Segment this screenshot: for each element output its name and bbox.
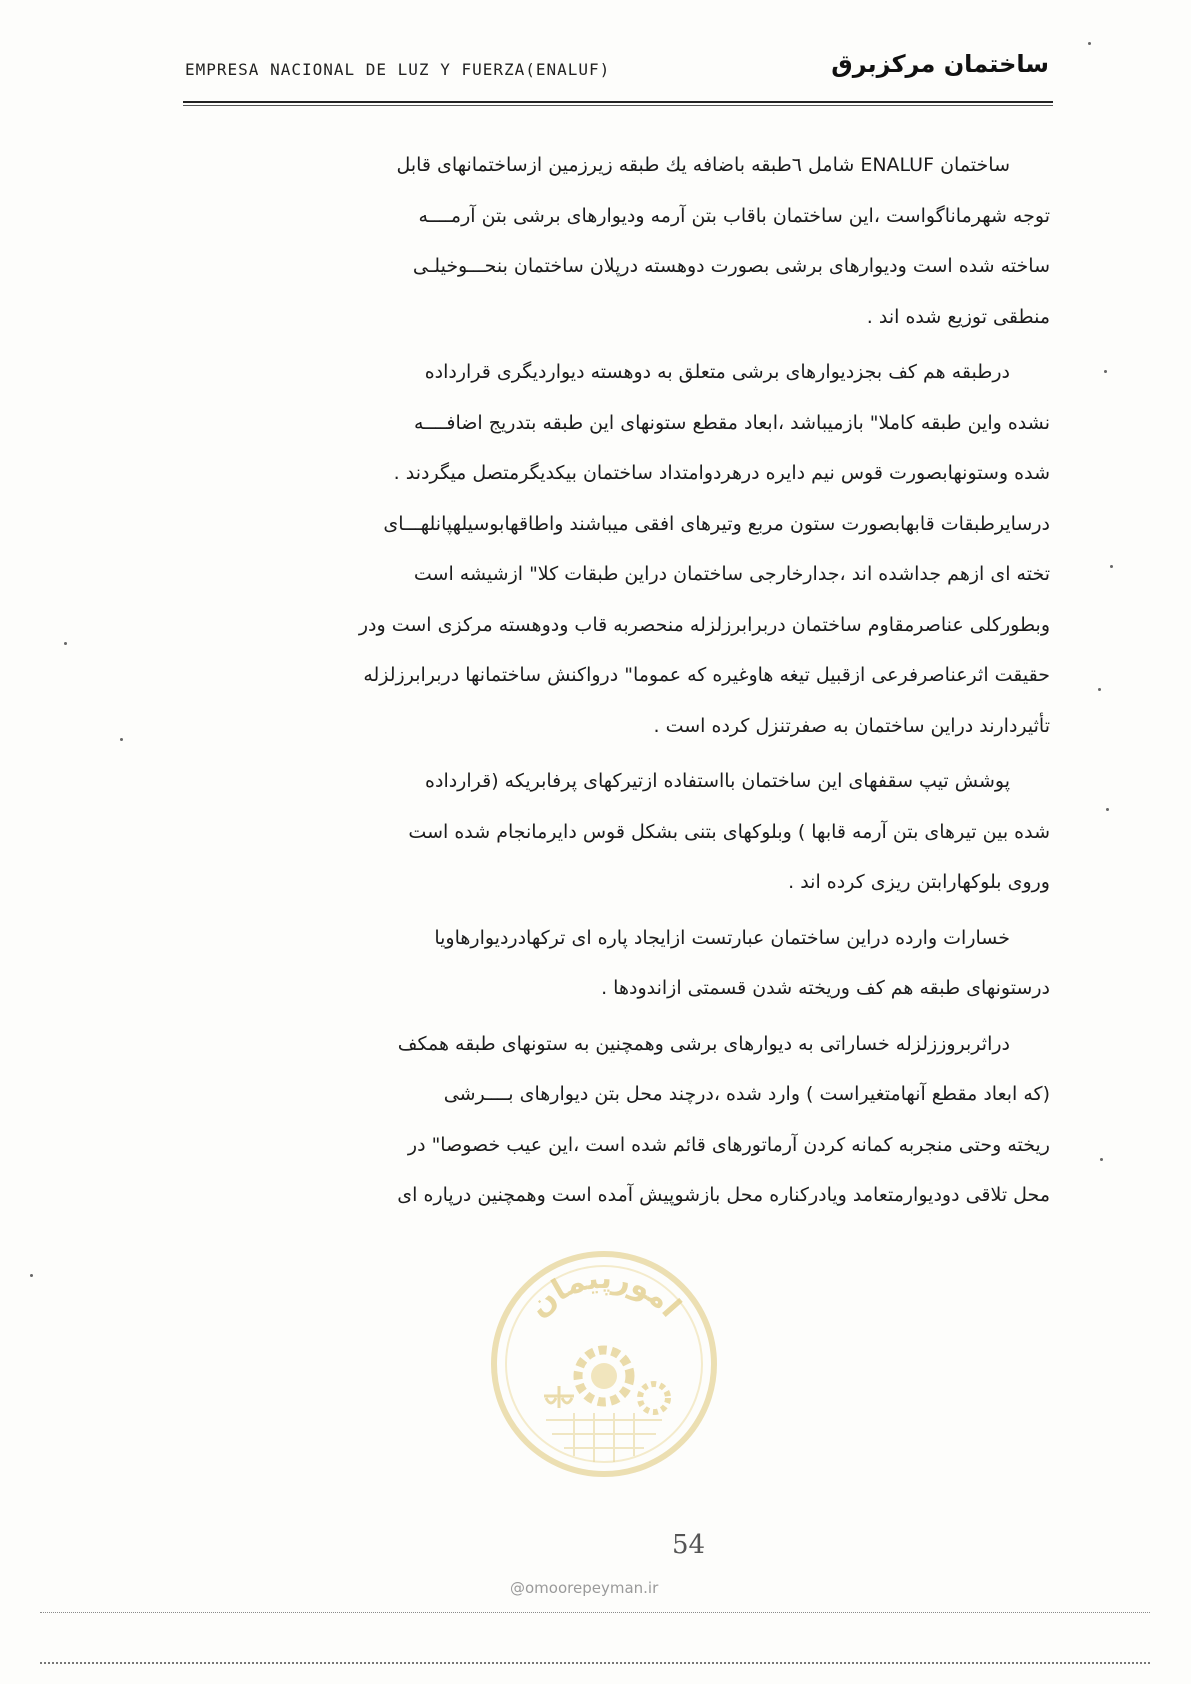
svg-text:امورپیمان: امورپیمان [521, 1260, 688, 1325]
text-line: حقیقت اثرعناصرفرعی ازقبیل تیغه هاوغیره که عموما" درواکنش ساختمانها دربرابرزلزله [363, 664, 1050, 686]
body-text [190, 140, 1050, 1226]
text-line: ساخته شده است ودیوارهای برشی بصورت دوهسته درپلان ساختمان بنحـــوخیلـی [412, 255, 1050, 277]
page-number: 54 [672, 1530, 706, 1560]
text-line: درسایرطبقات قابهابصورت ستون مربع وتیرهای افقی میباشند واطاقهابوسیلهپانلهـــای [383, 512, 1050, 535]
scan-dot [1104, 370, 1107, 373]
paragraph-2 [190, 347, 1050, 751]
text-line: ریخته وحتی منجربه کمانه کردن آرماتورهای قائم شده است ،این عیب خصوصا" در [407, 1133, 1050, 1156]
watermark-stamp [488, 1248, 720, 1480]
scan-dot [1106, 808, 1109, 811]
paragraph-1 [190, 140, 1050, 342]
text-line: دراثربروززلزله خساراتی به دیوارهای برشی وهمچنین به ستونهای طبقه همکف [397, 1032, 1010, 1055]
paragraph-4 [190, 913, 1050, 1014]
scan-dot [64, 642, 67, 645]
text-line: پوشش تیپ سقفهای این ساختمان بااستفاده ازتیرکهای پرفابریکه (قرارداده [425, 770, 1010, 792]
scan-dot [1110, 565, 1113, 568]
text-line: وروی بلوکهارابتن ریزی کرده اند . [788, 871, 1050, 893]
text-line: درطبقه هم کف بجزدیوارهای برشی متعلق به دوهسته دیواردیگری قرارداده [424, 361, 1010, 383]
text-line: وبطورکلی عناصرمقاوم ساختمان دربرابرزلزله منحصربه قاب ودوهسته مرکزی است ودر [358, 613, 1050, 636]
watermark-url: @omoorepeyman.ir [510, 1579, 659, 1597]
scan-dot [1100, 1158, 1103, 1161]
text-line: نشده واین طبقه کاملا" بازمیباشد ،ابعاد مقطع ستونهای این طبقه بتدریج اضافــــه [413, 411, 1050, 434]
text-line: محل تلاقی دودیوارمتعامد ویادرکناره محل بازشوپیش آمده است وهمچنین درپاره ای [397, 1184, 1050, 1206]
gear-small-icon [640, 1384, 668, 1412]
scan-dot [30, 1274, 33, 1277]
text-line: (که ابعاد مقطع آنهامتغیراست ) وارد شده ،درچند محل بتن دیوارهای بــــرشی [443, 1083, 1050, 1105]
scales-icon [544, 1386, 574, 1408]
text-line: توجه شهرماناگواست ،این ساختمان باقاب بتن آرمه ودیوارهای برشی بتن آرمــــه [418, 204, 1050, 227]
grid-icon [546, 1413, 662, 1462]
text-line: درستونهای طبقه هم کف وریخته شدن قسمتی ازاندودها . [601, 977, 1050, 999]
text-line: خسارات وارده دراین ساختمان عبارتست ازایجاد پاره ای ترکهادردیوارهاویا [434, 926, 1010, 949]
scan-dot [1098, 688, 1101, 691]
text-line: شده وستونهابصورت قوس نیم دایره درهردوامتداد ساختمان بیکدیگرمتصل میگردند . [393, 462, 1050, 484]
scan-dot [120, 738, 123, 741]
scan-noise-line [40, 1612, 1150, 1614]
company-header: EMPRESA NACIONAL DE LUZ Y FUERZA(ENALUF) [185, 60, 611, 79]
paragraph-5 [190, 1019, 1050, 1221]
scan-noise-line [40, 1662, 1150, 1665]
header-rule [183, 101, 1053, 106]
text-line: تخته ای ازهم جداشده اند ،جدارخارجی ساختمان دراین طبقات کلا" ازشیشه است [413, 563, 1050, 585]
document-title: ساختمان مرکزبرق [831, 50, 1049, 78]
gear-icon [578, 1350, 630, 1402]
text-line: ساختمان ENALUF شامل ٦طبقه باضافه یك طبقه زیرزمین ازساختمانهای قابل [396, 154, 1010, 176]
text-line: شده بین تیرهای بتن آرمه قابها ) وبلوکهای بتنی بشکل قوس دایرمانجام شده است [408, 820, 1050, 843]
text-line: منطقی توزیع شده اند . [866, 305, 1050, 328]
scan-dot [1088, 42, 1091, 45]
text-line: تأثیردارند دراین ساختمان به صفرتنزل کرده است . [653, 714, 1050, 737]
paragraph-3 [190, 756, 1050, 908]
